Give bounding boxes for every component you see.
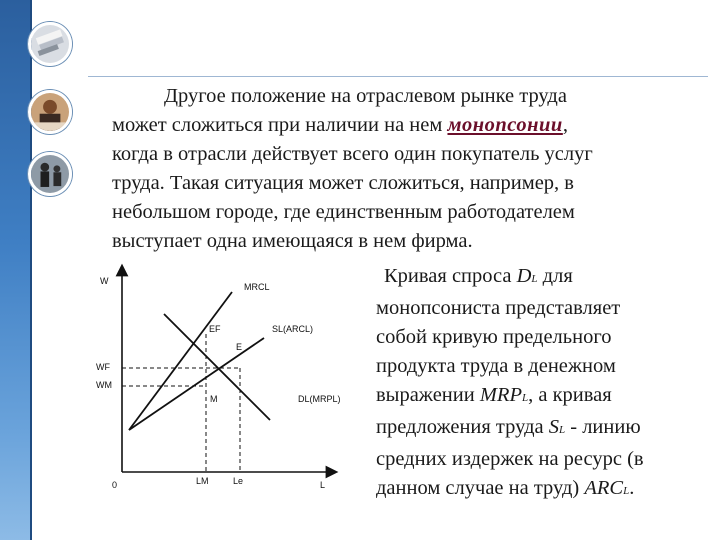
demand-label: DL(MRPL) (298, 394, 341, 404)
side-line-4: продукта труда в денежном (376, 355, 616, 377)
supply-curve (129, 338, 264, 430)
lm-label: LM (196, 476, 209, 486)
side-line-6: предложения труда SL - линию (376, 416, 641, 438)
photo-circle-person (28, 90, 72, 134)
business-photo-icon (31, 155, 69, 193)
monopsony-term: монопсонии (447, 114, 563, 136)
wm-label: WM (96, 380, 112, 390)
point-m-label: M (210, 394, 218, 404)
side-line-1: Кривая спроса DL для (384, 265, 573, 287)
le-label: Le (233, 476, 244, 486)
para-line-5: небольшом городе, где единственным работодателем (112, 201, 575, 223)
side-line-8: данном случае на труд) ARCL. (376, 477, 635, 499)
sidebar-edge (30, 0, 32, 540)
side-line-3: собой кривую предельного (376, 326, 612, 348)
sidebar-band (0, 0, 30, 540)
photo-circle-papers (28, 22, 72, 66)
para-line-6: выступает одна имеющаяся в нем фирма. (112, 230, 473, 252)
papers-photo-icon (31, 25, 69, 63)
point-ef-label: EF (209, 324, 221, 334)
side-line-7: средних издержек на ресурс (в (376, 448, 644, 470)
monopsony-diagram (92, 262, 352, 494)
side-line-5: выражении MRPL, а кривая (376, 384, 612, 406)
para-line-2: может сложиться при наличии на нем монопсонии, (112, 114, 568, 136)
y-axis-label: W (100, 276, 109, 286)
side-explanation (376, 262, 706, 506)
para-line-4: труда. Такая ситуация может сложиться, например, в (112, 172, 574, 194)
wf-label: WF (96, 362, 110, 372)
person-photo-icon (31, 93, 69, 131)
para-line-1: Другое положение на отраслевом рынке труда (164, 85, 567, 107)
mrc-curve (129, 292, 232, 430)
mrc-label: MRCL (244, 282, 270, 292)
main-paragraph (112, 82, 687, 256)
x-axis-label: L (320, 480, 326, 490)
supply-label: SL(ARCL) (272, 324, 314, 334)
point-e-label: E (236, 342, 243, 352)
origin-label: 0 (112, 480, 118, 490)
photo-circle-business (28, 152, 72, 196)
para-line-3: когда в отрасли действует всего один покупатель услуг (112, 143, 593, 165)
header-rule (88, 76, 708, 77)
side-line-2: монопсониста представляет (376, 297, 621, 319)
